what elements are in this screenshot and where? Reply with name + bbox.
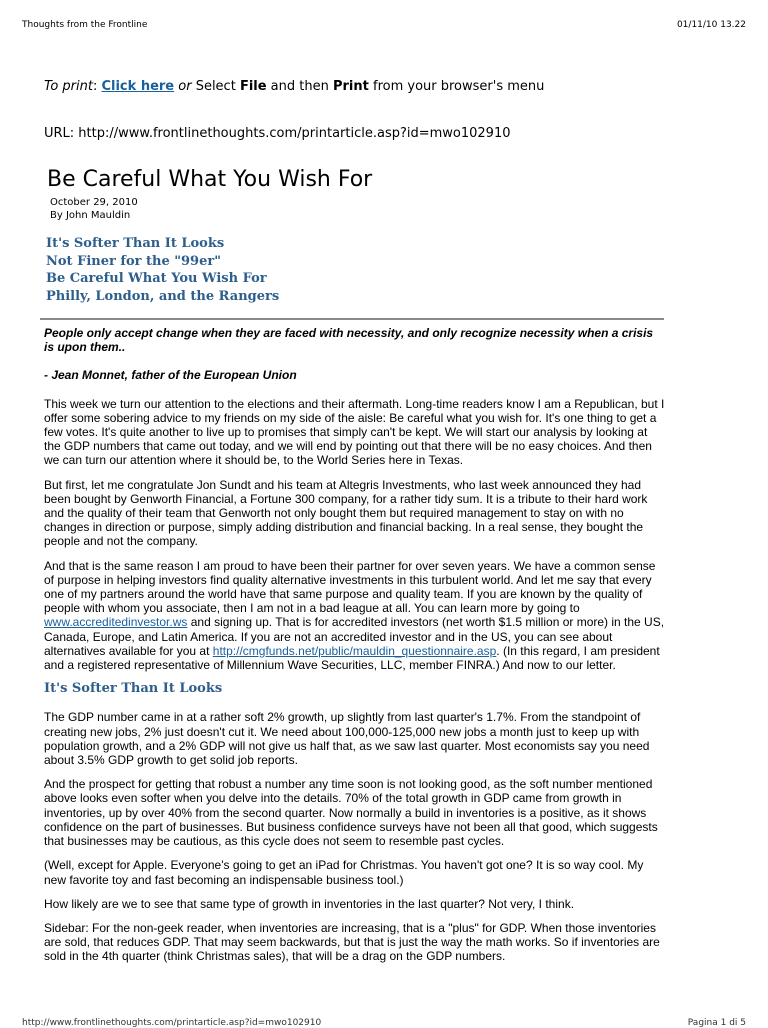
article-body xyxy=(44,326,666,974)
click-here-link[interactable]: Click here xyxy=(101,79,175,94)
paragraph: And the prospect for getting that robust a number any time soon is not looking good, as the soft number mentioned above looks even softer when you delve into the details. 70% of the total growth in GDP came from growth in inventories, up by over 40% from the second quarter. Now normally a build in inventories is a positive, as it shows confidence on the part of businesses. But business confidence surveys have not been all that good, which suggests that businesses may be cautious, as this cycle does not seem to resemble past cycles. xyxy=(44,777,658,849)
article-meta xyxy=(50,196,138,222)
print-print-word: Print xyxy=(332,79,369,94)
print-suffix: from your browser's menu xyxy=(368,79,545,94)
footer-page-number: Pagina 1 di 5 xyxy=(687,1018,746,1028)
toc-item: Not Finer for the "99er" xyxy=(46,253,221,269)
paragraph: This week we turn our attention to the elections and their aftermath. Long-time readers know I am a Republican, but I offer some sobering advice to my friends on my side of the aisle: Be careful what you wish for. It's one thing to get a few votes. It's quite another to live up to promises that simply can't be kept. We will start our analysis by looking at the GDP numbers that came out today, and we will end by pointing out that there will be no easy choices. And then we can turn our attention where it should be, to the World Series here in Texas. xyxy=(44,396,665,468)
footer-url: http://www.frontlinethoughts.com/printarticle.asp?id=mwo102910 xyxy=(22,1018,322,1028)
table-of-contents xyxy=(46,235,279,305)
article-date: October 29, 2010 xyxy=(50,197,138,208)
paragraph: (Well, except for Apple. Everyone's going to get an iPad for Christmas. You haven't got one? It is so way cool. My new favorite toy and fast becoming an indispensable business tool.) xyxy=(44,858,644,887)
toc-item: Be Careful What You Wish For xyxy=(46,271,267,286)
print-or: or xyxy=(174,79,192,94)
section-heading: It's Softer Than It Looks xyxy=(44,681,223,697)
header-site-title: Thoughts from the Frontline xyxy=(22,20,148,30)
paragraph-text: . (In this regard, I am president and a registered representative of Millennium Wave Securities, LLC, member FINRA.) And now to our letter. xyxy=(44,643,660,673)
accredited-investor-link[interactable]: www.accreditedinvestor.ws xyxy=(44,615,188,630)
paragraph: The GDP number came in at a rather soft 2% growth, up slightly from last quarter's 1.7%. From the standpoint of creating new jobs, 2% just doesn't cut it. We need about 100,000-125,000 new jobs a month just to keep up with population growth, and a 2% GDP will not give us half that, as we saw last quarter. Most economists say you need about 3.5% GDP growth to get solid job reports. xyxy=(44,710,650,768)
paragraph-text: and signing up. That is for accredited investors (net worth $1.5 million or more) in the US, Canada, Europe, and Latin America. If you are not an accredited investor and in the US, you can see about alternatives available for you at xyxy=(44,615,665,658)
print-prefix: To print xyxy=(44,79,93,94)
article-byline: By John Mauldin xyxy=(50,210,131,221)
epigraph-quote: People only accept change when they are faced with necessity, and only recognize necessity when a crisis is upon them.. xyxy=(44,326,654,355)
divider xyxy=(40,318,664,320)
paragraph-text: And that is the same reason I am proud to have been their partner for over seven years. We have a common sense of purpose in helping investors find quality alternative investments in this turbulent world. And let me say that every one of my partners around the world have that same purpose and quality team. If you are known by the quality of people with whom you associate, then I am not in a bad league at all. You can learn more by going to xyxy=(44,558,656,616)
print-and-then: and then xyxy=(266,79,333,94)
paragraph xyxy=(44,559,666,673)
print-colon: : xyxy=(92,79,102,94)
print-instructions xyxy=(44,79,544,94)
paragraph: But first, let me congratulate Jon Sundt and his team at Altegris Investments, who last week announced they had been bought by Genworth Financial, a Fortune 300 company, for a rather tidy sum. It is a tribute to their hard work and the quality of their team that Genworth not only bought them but required management to stay on with no changes in direction or purpose, simply adding distribution and financial backing. In a real sense, they bought the people and not the company. xyxy=(44,477,648,549)
paragraph: Sidebar: For the non-geek reader, when inventories are increasing, that is a "plus" for GDP. When those inventories are sold, that reduces GDP. That may seem backwards, but that is just the way the math works. So if inventories are sold in the 4th quarter (think Christmas sales), that will be a drag on the GDP numbers. xyxy=(44,920,660,964)
toc-item: It's Softer Than It Looks xyxy=(46,236,225,251)
toc-item: Philly, London, and the Rangers xyxy=(46,288,280,304)
header-datetime: 01/11/10 13.22 xyxy=(676,20,746,30)
epigraph-attribution: - Jean Monnet, father of the European Union xyxy=(44,368,297,383)
cmgfunds-link[interactable]: http://cmgfunds.net/public/mauldin_questionnaire.asp xyxy=(212,643,497,658)
print-select: Select xyxy=(191,79,240,94)
article-url: URL: http://www.frontlinethoughts.com/printarticle.asp?id=mwo102910 xyxy=(44,126,511,141)
print-file-word: File xyxy=(239,79,267,94)
paragraph: How likely are we to see that same type of growth in inventories in the last quarter? Not very, I think. xyxy=(44,896,575,911)
article-title: Be Careful What You Wish For xyxy=(47,167,373,192)
